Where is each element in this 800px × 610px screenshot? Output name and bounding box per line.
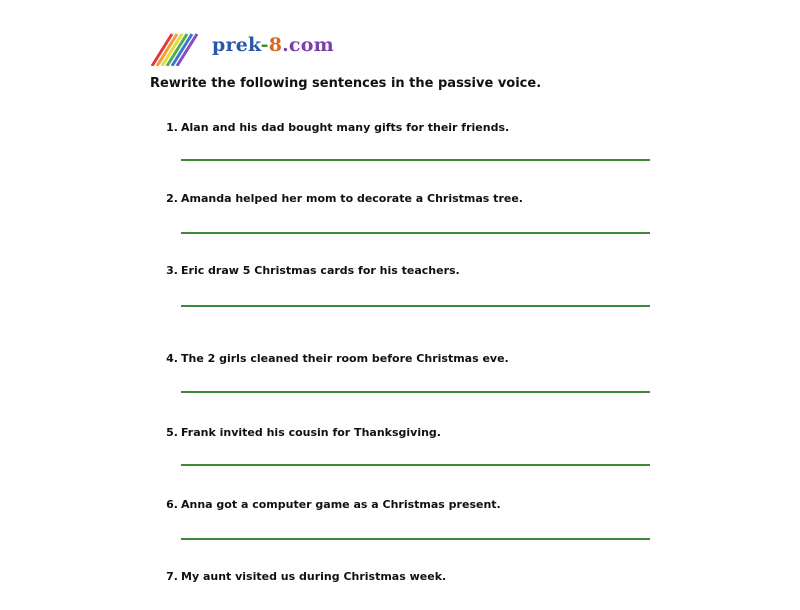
site-header xyxy=(150,28,350,68)
logo-part: - xyxy=(260,34,269,56)
question-number: 5. xyxy=(166,426,178,439)
question-text: My aunt visited us during Christmas week. xyxy=(181,570,447,583)
question-item xyxy=(160,192,660,232)
question-number: 7. xyxy=(166,570,178,583)
answer-line[interactable] xyxy=(181,305,650,307)
question-number: 2. xyxy=(166,192,178,205)
question-item xyxy=(160,570,660,610)
worksheet-instruction: Rewrite the following sentences in the passive voice. xyxy=(150,76,542,91)
question-item xyxy=(160,498,660,538)
answer-line[interactable] xyxy=(181,232,650,234)
logo-part: prek xyxy=(212,34,261,56)
question-text: Frank invited his cousin for Thanksgiving. xyxy=(181,426,441,439)
site-logo-text[interactable] xyxy=(212,34,334,56)
answer-line[interactable] xyxy=(181,538,650,540)
question-number: 6. xyxy=(166,498,178,511)
rainbow-logo-icon xyxy=(150,32,200,66)
question-text: Alan and his dad bought many gifts for their friends. xyxy=(181,121,510,134)
question-number: 4. xyxy=(166,352,178,365)
answer-line[interactable] xyxy=(181,159,650,161)
answer-line[interactable] xyxy=(181,391,650,393)
question-item xyxy=(160,121,660,161)
question-item xyxy=(160,426,660,466)
question-number: 3. xyxy=(166,264,178,277)
question-number: 1. xyxy=(166,121,178,134)
answer-line[interactable] xyxy=(181,464,650,466)
question-item xyxy=(160,264,660,304)
question-text: The 2 girls cleaned their room before Christmas eve. xyxy=(181,352,509,365)
question-text: Eric draw 5 Christmas cards for his teachers. xyxy=(181,264,460,277)
logo-part: .com xyxy=(282,34,334,56)
question-text: Anna got a computer game as a Christmas present. xyxy=(181,498,501,511)
question-item xyxy=(160,352,660,392)
question-text: Amanda helped her mom to decorate a Christmas tree. xyxy=(181,192,523,205)
logo-part: 8 xyxy=(268,34,283,56)
